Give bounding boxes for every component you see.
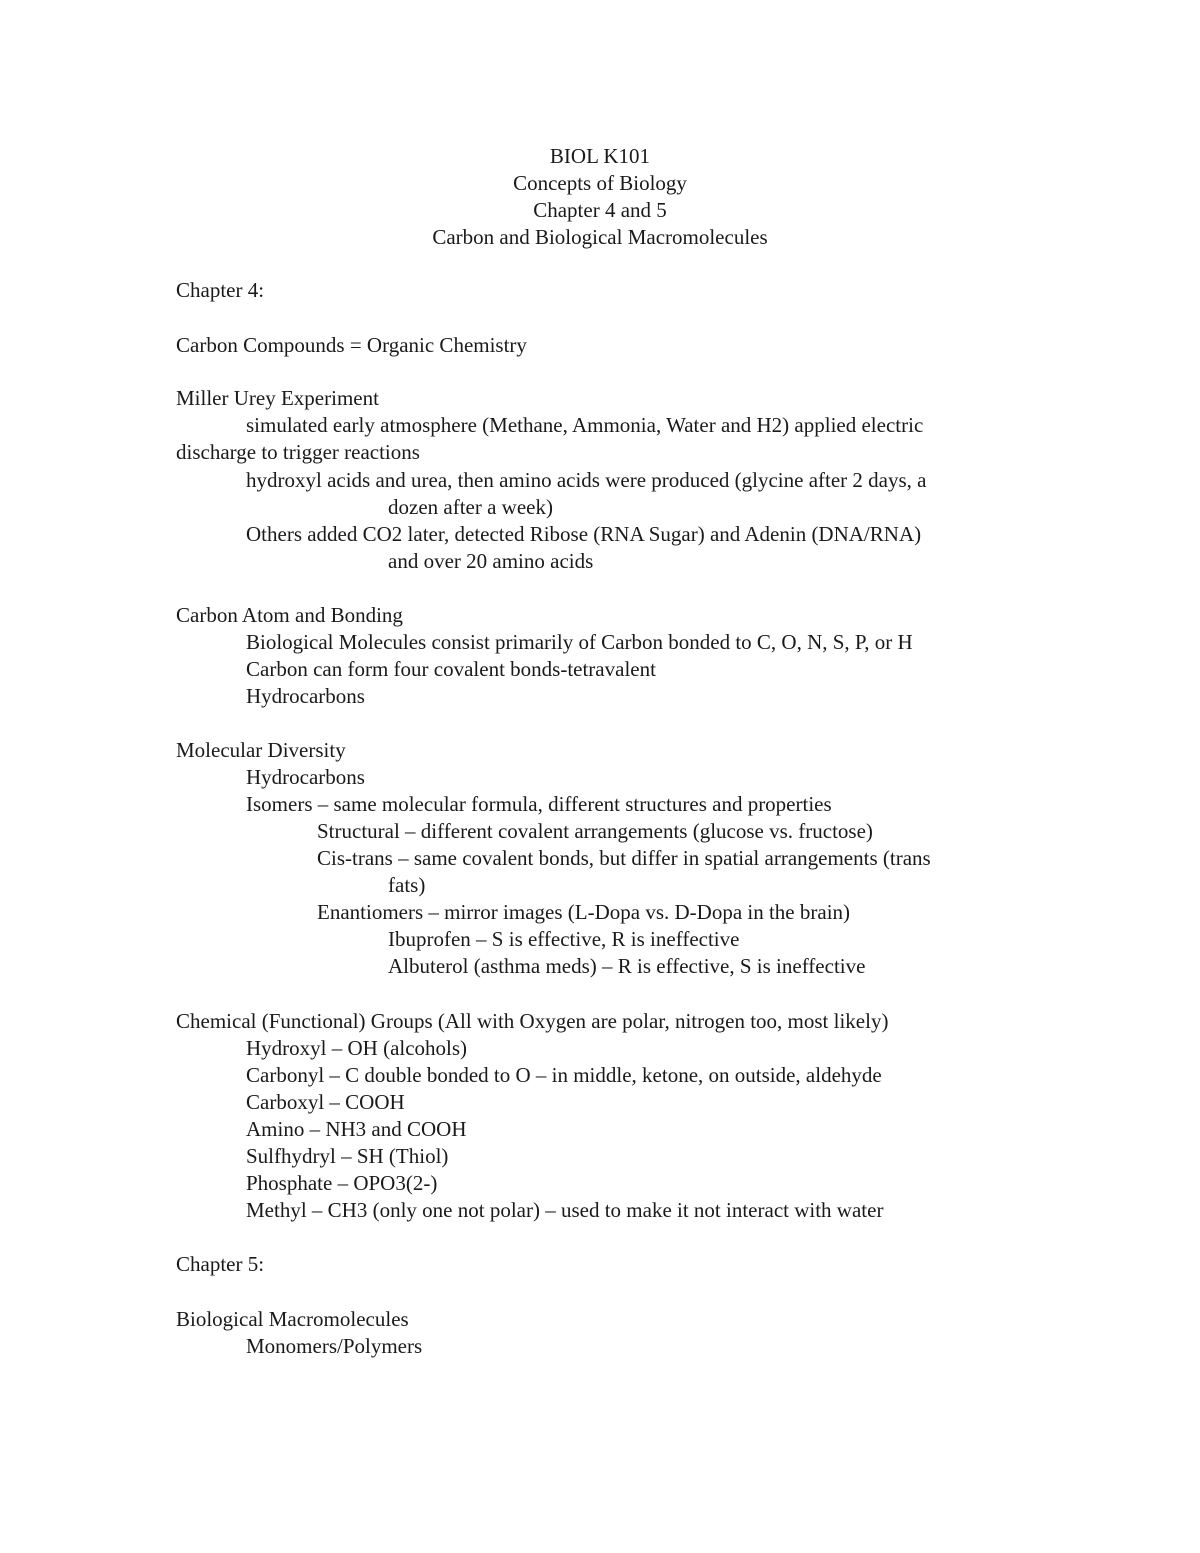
note-line: Methyl – CH3 (only one not polar) – used to make it not interact with water [246,1198,884,1222]
note-line: Phosphate – OPO3(2-) [246,1171,438,1195]
note-line: dozen after a week) [388,495,553,519]
course-code: BIOL K101 [549,144,651,168]
note-line: Structural – different covalent arrangements (glucose vs. fructose) [317,819,873,843]
section-heading-carbon-compounds: Carbon Compounds = Organic Chemistry [176,333,527,357]
course-title: Concepts of Biology [513,171,687,195]
note-line: Hydrocarbons [246,765,365,789]
note-line: Amino – NH3 and COOH [246,1117,467,1141]
note-line: Biological Molecules consist primarily of Carbon bonded to C, O, N, S, P, or H [246,630,913,654]
note-line: Albuterol (asthma meds) – R is effective, S is ineffective [388,954,866,978]
note-line: Cis-trans – same covalent bonds, but differ in spatial arrangements (trans [317,846,931,870]
note-line: Monomers/Polymers [246,1334,423,1358]
note-line: Sulfhydryl – SH (Thiol) [246,1144,449,1168]
chapter-5-heading: Chapter 5: [176,1252,265,1276]
section-heading-functional-groups: Chemical (Functional) Groups (All with Oxygen are polar, nitrogen too, most likely) [176,1009,889,1033]
note-line: Carboxyl – COOH [246,1090,405,1114]
section-heading-carbon-atom: Carbon Atom and Bonding [176,603,403,627]
note-line: Others added CO2 later, detected Ribose (RNA Sugar) and Adenin (DNA/RNA) [246,522,922,546]
section-heading-molecular-diversity: Molecular Diversity [176,738,346,762]
note-line: Ibuprofen – S is effective, R is ineffective [388,927,740,951]
note-line: and over 20 amino acids [388,549,594,573]
note-line: Isomers – same molecular formula, different structures and properties [246,792,832,816]
note-line: Carbon can form four covalent bonds-tetravalent [246,657,656,681]
section-heading-miller-urey: Miller Urey Experiment [176,386,379,410]
section-heading-macromolecules: Biological Macromolecules [176,1307,409,1331]
note-line: hydroxyl acids and urea, then amino acids were produced (glycine after 2 days, a [246,468,927,492]
note-line: fats) [388,873,426,897]
document-header [0,143,1200,251]
note-line: simulated early atmosphere (Methane, Ammonia, Water and H2) applied electric [246,413,924,437]
chapter-4-heading: Chapter 4: [176,278,265,302]
note-line: Enantiomers – mirror images (L-Dopa vs. D-Dopa in the brain) [317,900,851,924]
chapter-range: Chapter 4 and 5 [533,198,667,222]
note-line: discharge to trigger reactions [176,440,420,464]
note-line: Hydrocarbons [246,684,365,708]
note-line: Hydroxyl – OH (alcohols) [246,1036,468,1060]
note-line: Carbonyl – C double bonded to O – in middle, ketone, on outside, aldehyde [246,1063,882,1087]
topic-title: Carbon and Biological Macromolecules [432,225,768,249]
